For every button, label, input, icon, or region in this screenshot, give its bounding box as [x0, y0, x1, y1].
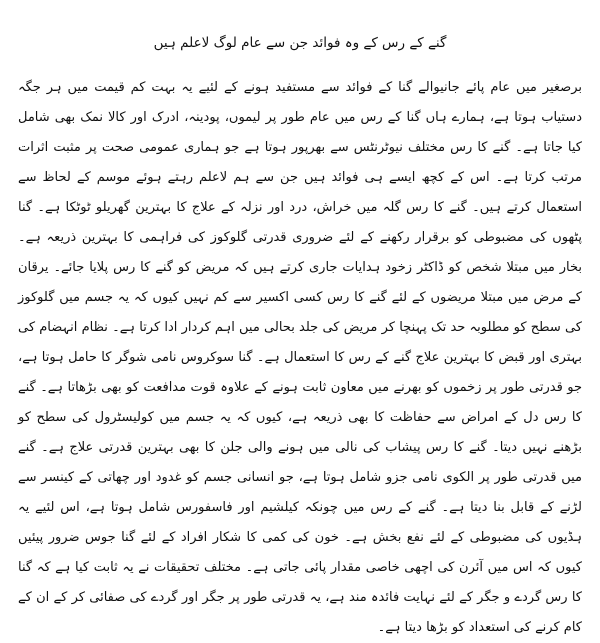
article-body: برصغیر میں عام پائے جانیوالے گنا کے فوائد سے مستفید ہونے کے لئیے یہ بہت کم قیمت میں ہر جگہ دستیاب ہوتا ہے، ہمارے ہاں گنا کے رس میں عام طور پر لیموں، پودینہ، ادرک اور کالا نمک بھی شامل کیا جاتا ہے۔ گنے کا رس مختلف نیوٹرنٹس سے بھرپور ہوتا ہے جو ہماری عمومی صحت پر مثبت اثرات مرتب کرتا ہے۔ اس کے کچھ ایسے ہی فوائد ہیں جن سے ہم لاعلم رہتے ہوئے موسم کے لحاظ سے استعمال کرتے ہیں۔ گنے کا رس گلہ میں خراش، درد اور نزلہ کے علاج کا بہترین گھریلو ٹوٹکا ہے۔ گنا پٹھوں کی مضبوطی کو برقرار رکھنے کے لئے ضروری قدرتی گلوکوز کی فراہمی کا بہترین ذریعہ ہے۔ بخار میں مبتلا شخص کو ڈاکٹر زخود ہدایات جاری کرتے ہیں کہ مریض کو گنے کا رس پلایا جائے۔ یرقان کے مرض میں مبتلا مریضوں کے لئے گنے کا رس کسی اکسیر سے کم نہیں کیوں کہ یہ جسم میں گلوکوز کی سطح کو مطلوبہ حد تک پہنچا کر مریض کی جلد بحالی میں اہم کردار ادا کرتا ہے۔ نظام انہضام کی بہتری اور قبض کا بہترین علاج گنے کے رس کا استعمال ہے۔ گنا سوکروس نامی شوگر کا حامل ہوتا ہے، جو قدرتی طور پر زخموں کو بھرنے میں معاون ثابت ہونے کے علاوہ قوت مدافعت کو بھی بڑھاتا ہے۔ گنے کا رس دل کے امراض سے حفاظت کا بھی ذریعہ ہے، کیوں کہ یہ جسم میں کولیسٹرول کی سطح کو بڑھنے نہیں دیتا۔ گنے کا رس پیشاب کی نالی میں ہونے والی جلن کا بھی بہترین قدرتی علاج ہے۔ گنے میں قدرتی طور پر الکوی نامی جزو شامل ہوتا ہے، جو انسانی جسم کو غدود اور چھاتی کے کینسر سے لڑنے کے قابل بنا دیتا ہے۔ گنے کے رس میں چونکہ کیلشیم اور فاسفورس شامل ہوتا ہے، اس لئیے یہ ہڈیوں کی مضبوطی کے لئے نفع بخش ہے۔ خون کی کمی کا شکار افراد کے لئے گنا جوس ضرور پیئیں کیوں کہ اس میں آئرن کی اچھی خاصی مقدار پائی جاتی ہے۔ مختلف تحقیقات نے یہ ثابت کیا ہے کہ گنا کا رس گردے و جگر کے لئے نہایت فائدہ مند ہے، یہ قدرتی طور پر جگر اور گردے کی صفائی کر کے ان کے کام کرنے کی استعداد کو بڑھا دیتا ہے۔ [18, 80, 582, 635]
article-title: گنے کے رس کے وہ فوائد جن سے عام لوگ لاعلم ہیں [153, 35, 447, 51]
